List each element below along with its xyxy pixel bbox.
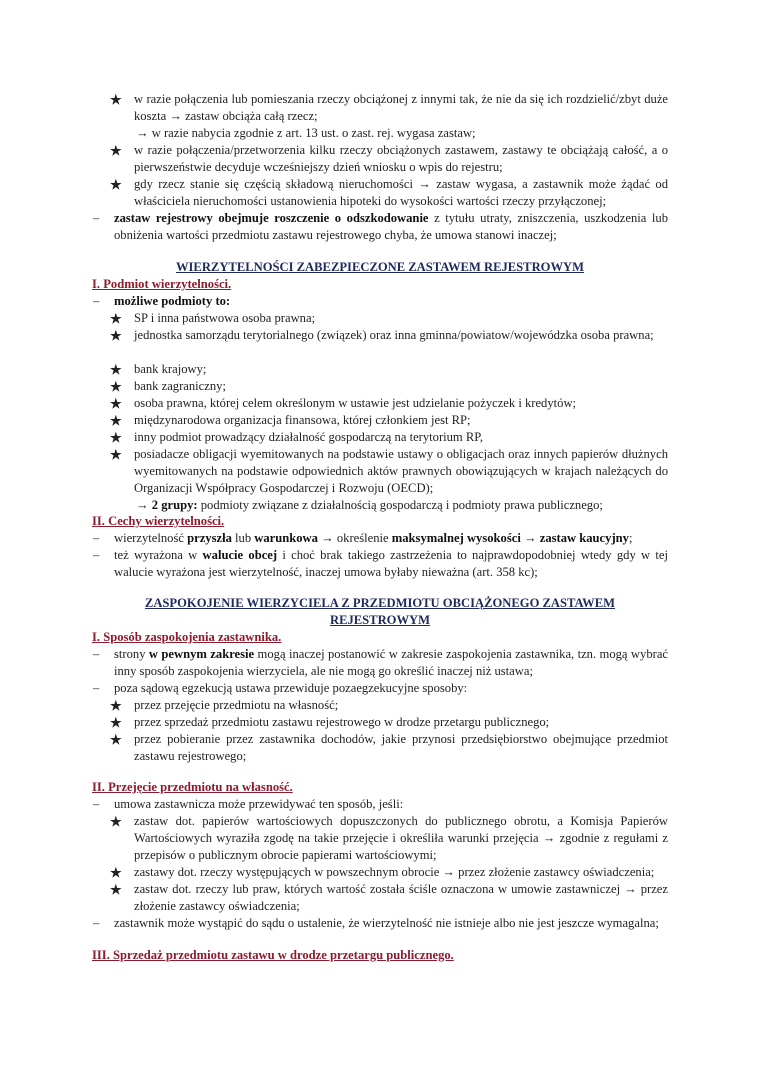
- section-title: WIERZYTELNOŚCI ZABEZPIECZONE ZASTAWEM REJESTROWYM: [175, 260, 585, 274]
- subsection-title: I. Sposób zaspokojenia zastawnika.: [92, 630, 282, 644]
- bullet-star-icon: ★: [110, 328, 122, 343]
- list-item: strony w pewnym zakresie mogą inaczej postanowić w zakresie zaspokojenia zastawnika, tzn. mogą wybrać inny sposób zaspokojenia wierzyciela, ale nie mogą go określić inaczej niż ustawa;: [114, 647, 668, 678]
- list-item: możliwe podmioty to:: [114, 294, 231, 308]
- bullet-star-icon: ★: [110, 447, 122, 462]
- list-item: w razie połączenia lub pomieszania rzeczy obciążonej z innymi tak, że nie da się ich rozdzielić/zbyt duże koszta → zastaw obciąża całą rzecz;: [134, 92, 668, 123]
- list-item: gdy rzecz stanie się częścią składową nieruchomości → zastaw wygasa, a zastawnik może żądać od właściciela nieruchomości ustanowienia hipoteki do wysokości wartości rzeczy przyłączonej;: [134, 177, 668, 208]
- subsection-title: II. Cechy wierzytelności.: [92, 514, 225, 528]
- bullet-dash-icon: –: [93, 916, 100, 930]
- subsection-title: III. Sprzedaż przedmiotu zastawu w drodze przetargu publicznego.: [92, 948, 454, 962]
- bullet-star-icon: ★: [110, 396, 122, 411]
- list-item: umowa zastawnicza może przewidywać ten sposób, jeśli:: [114, 797, 404, 811]
- arrow-note: → w razie nabycia zgodnie z art. 13 ust. o zast. rej. wygasa zastaw;: [136, 126, 476, 140]
- list-item: w razie połączenia/przetworzenia kilku rzeczy obciążonych zastawem, zastawy te obciążają całość, a o pierwszeństwie decyduje wcześniejszy dzień wniosku o wpis do rejestru;: [134, 143, 668, 174]
- bullet-star-icon: ★: [110, 732, 122, 747]
- list-item: SP i inna państwowa osoba prawna;: [134, 311, 316, 325]
- bullet-dash-icon: –: [93, 531, 100, 545]
- bullet-dash-icon: –: [93, 647, 100, 661]
- list-item: międzynarodowa organizacja finansowa, której członkiem jest RP;: [134, 413, 471, 427]
- list-item: posiadacze obligacji wyemitowanych na podstawie ustawy o obligacjach oraz innych papierów dłużnych wyemitowanych na podstawie odpowiednich aktów prawnych obowiązujących w krajach należących do Organizacji Współpracy Gospodarczej i Rozwoju (OECD);: [134, 447, 668, 495]
- bullet-star-icon: ★: [110, 177, 122, 192]
- list-item: też wyrażona w walucie obcej i choć brak takiego zastrzeżenia to najprawdopodobniej wtedy gdy w tej walucie wyrażona jest wierzytelność, inaczej umowa byłaby nieważna (art. 358 kc);: [114, 548, 668, 579]
- list-item: przez przejęcie przedmiotu na własność;: [134, 698, 339, 712]
- list-item: jednostka samorządu terytorialnego (związek) oraz inna gminna/powiatow/wojewódzka osoba prawna;: [134, 328, 654, 342]
- list-item: bank zagraniczny;: [134, 379, 226, 393]
- bullet-star-icon: ★: [110, 865, 122, 880]
- bullet-star-icon: ★: [110, 413, 122, 428]
- bullet-star-icon: ★: [110, 143, 122, 158]
- list-item: zastaw dot. rzeczy lub praw, których wartość została ściśle oznaczona w umowie zastawniczej → przez złożenie zastawcy oświadczenia;: [134, 882, 668, 913]
- bullet-dash-icon: –: [93, 211, 100, 225]
- list-item: poza sądową egzekucją ustawa przewiduje pozaegzekucyjne sposoby:: [114, 681, 468, 695]
- bullet-dash-icon: –: [93, 681, 100, 695]
- bullet-dash-icon: –: [93, 548, 100, 562]
- list-item: zastawnik może wystąpić do sądu o ustalenie, że wierzytelność nie istnieje albo nie jest jeszcze wymagalna;: [114, 916, 659, 930]
- arrow-note: → 2 grupy: podmioty związane z działalnością gospodarczą i podmioty prawa publicznego;: [136, 498, 603, 512]
- list-item: bank krajowy;: [134, 362, 207, 376]
- bullet-star-icon: ★: [110, 882, 122, 897]
- list-item: zastaw rejestrowy obejmuje roszczenie o odszkodowanie z tytułu utraty, zniszczenia, uszkodzenia lub obniżenia wartości przedmiotu zastawu rejestrowego chyba, że umowa stanowi inaczej;: [114, 211, 668, 242]
- list-item: przez pobieranie przez zastawnika dochodów, jakie przynosi przedsiębiorstwo obejmujące przedmiot zastawu rejestrowego;: [134, 732, 668, 763]
- bullet-dash-icon: –: [93, 797, 100, 811]
- list-item: wierzytelność przyszła lub warunkowa → określenie maksymalnej wysokości → zastaw kaucyjny;: [114, 531, 633, 545]
- list-item: zastaw dot. papierów wartościowych dopuszczonych do publicznego obrotu, a Komisja Papierów Wartościowych wyraziła zgodę na takie przejęcie i określiła warunki przejęcia → zgodnie z regułami z przepisów o publicznym obrocie papierami wartościowymi;: [134, 814, 668, 862]
- subsection-title: I. Podmiot wierzytelności.: [92, 277, 232, 291]
- bullet-star-icon: ★: [110, 430, 122, 445]
- list-item: przez sprzedaż przedmiotu zastawu rejestrowego w drodze przetargu publicznego;: [134, 715, 550, 729]
- list-item: osoba prawna, której celem określonym w ustawie jest udzielanie pożyczek i kredytów;: [134, 396, 577, 410]
- bullet-star-icon: ★: [110, 814, 122, 829]
- bullet-star-icon: ★: [110, 362, 122, 377]
- subsection-title: II. Przejęcie przedmiotu na własność.: [92, 780, 293, 794]
- list-item: inny podmiot prowadzący działalność gospodarczą na terytorium RP,: [134, 430, 484, 444]
- list-item: zastawy dot. rzeczy występujących w powszechnym obrocie → przez złożenie zastawcy oświadczenia;: [134, 865, 655, 879]
- bullet-star-icon: ★: [110, 92, 122, 107]
- bullet-star-icon: ★: [110, 311, 122, 326]
- section-title-line2: REJESTROWYM: [329, 613, 431, 627]
- bullet-star-icon: ★: [110, 715, 122, 730]
- arrow-icon: →: [136, 126, 152, 140]
- section-title: ZASPOKOJENIE WIERZYCIELA Z PRZEDMIOTU OBCIĄŻONEGO ZASTAWEM: [144, 596, 616, 610]
- bullet-star-icon: ★: [110, 379, 122, 394]
- arrow-icon: →: [136, 498, 152, 512]
- bullet-star-icon: ★: [110, 698, 122, 713]
- bullet-dash-icon: –: [93, 294, 100, 308]
